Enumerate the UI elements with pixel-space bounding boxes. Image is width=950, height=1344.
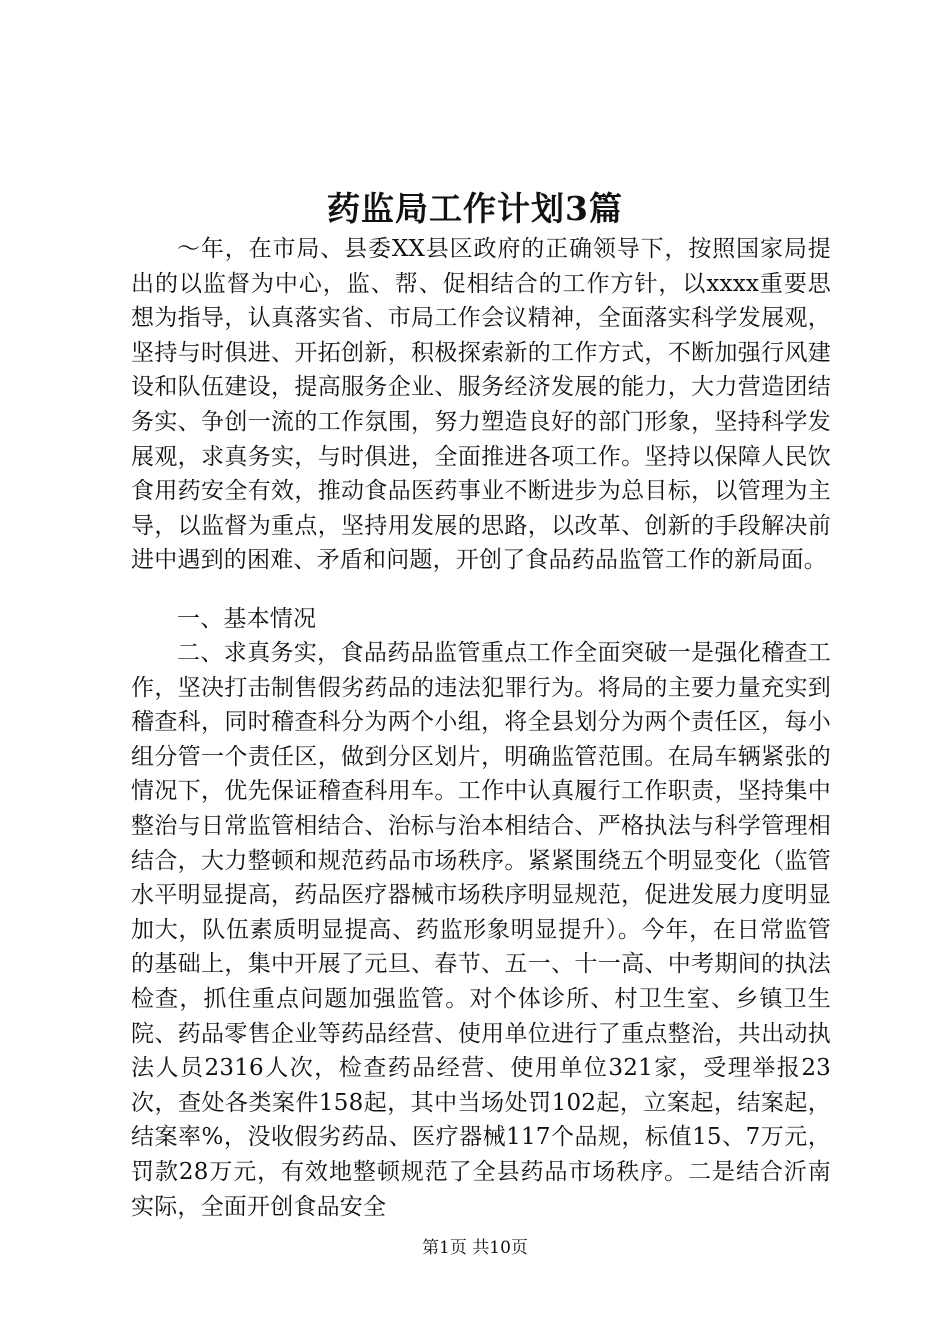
section-two-paragraph: 二、求真务实，食品药品监管重点工作全面突破一是强化稽查工作，坚决打击制售假劣药品的违法犯罪行为。将局的主要力量充实到稽查科，同时稽查科分为两个小组，将全县划分为两个责任区，每小组分管一个责任区，做到分区划片，明确监管范围。在局车辆紧张的情况下，优先保证稽查科用车。工作中认真履行工作职责，坚持集中整治与日常监管相结合、治标与治本相结合、严格执法与科学管理相结合，大力整顿和规范药品市场秩序。紧紧围绕五个明显变化（监管水平明显提高，药品医疗器械市场秩序明显规范，促进发展力度明显加大，队伍素质明显提高、药监形象明显提升）。今年，在日常监管的基础上，集中开展了元旦、春节、五一、十一高、中考期间的执法检查，抓住重点问题加强监管。对个体诊所、村卫生室、乡镇卫生院、药品零售企业等药品经营、使用单位进行了重点整治，共出动执法人员2316人次，检查药品经营、使用单位321家，受理举报23次，查处各类案件158起，其中当场处罚102起，立案起，结案起，结案率%，没收假劣药品、医疗器械117个品规，标值15、7万元，罚款28万元，有效地整顿规范了全县药品市场秩序。二是结合沂南实际，全面开创食品安全 [131, 640, 831, 1220]
document-title: 药监局工作计划3篇 [327, 189, 623, 228]
intro-paragraph: ～年，在市局、县委XX县区政府的正确领导下，按照国家局提出的以监督为中心，监、帮、促相结合的工作方针，以xxxx重要思想为指导，认真落实省、市局工作会议精神，全面落实科学发展观，坚持与时俱进、开拓创新，积极探索新的工作方式，不断加强行风建设和队伍建设，提高服务企业、服务经济发展的能力，大力营造团结务实、争创一流的工作氛围，努力塑造良好的部门形象，坚持科学发展观，求真务实，与时俱进，全面推进各项工作。坚持以保障人民饮食用药安全有效，推动食品医药事业不断进步为总目标，以管理为主导，以监督为重点，坚持用发展的思路，以改革、创新的手段解决前进中遇到的困难、矛盾和问题，开创了食品药品监管工作的新局面。 [131, 236, 831, 574]
page-number-footer: 第1页 共10页 [422, 1238, 528, 1258]
section-heading-basic-situation: 一、基本情况 [177, 606, 317, 632]
